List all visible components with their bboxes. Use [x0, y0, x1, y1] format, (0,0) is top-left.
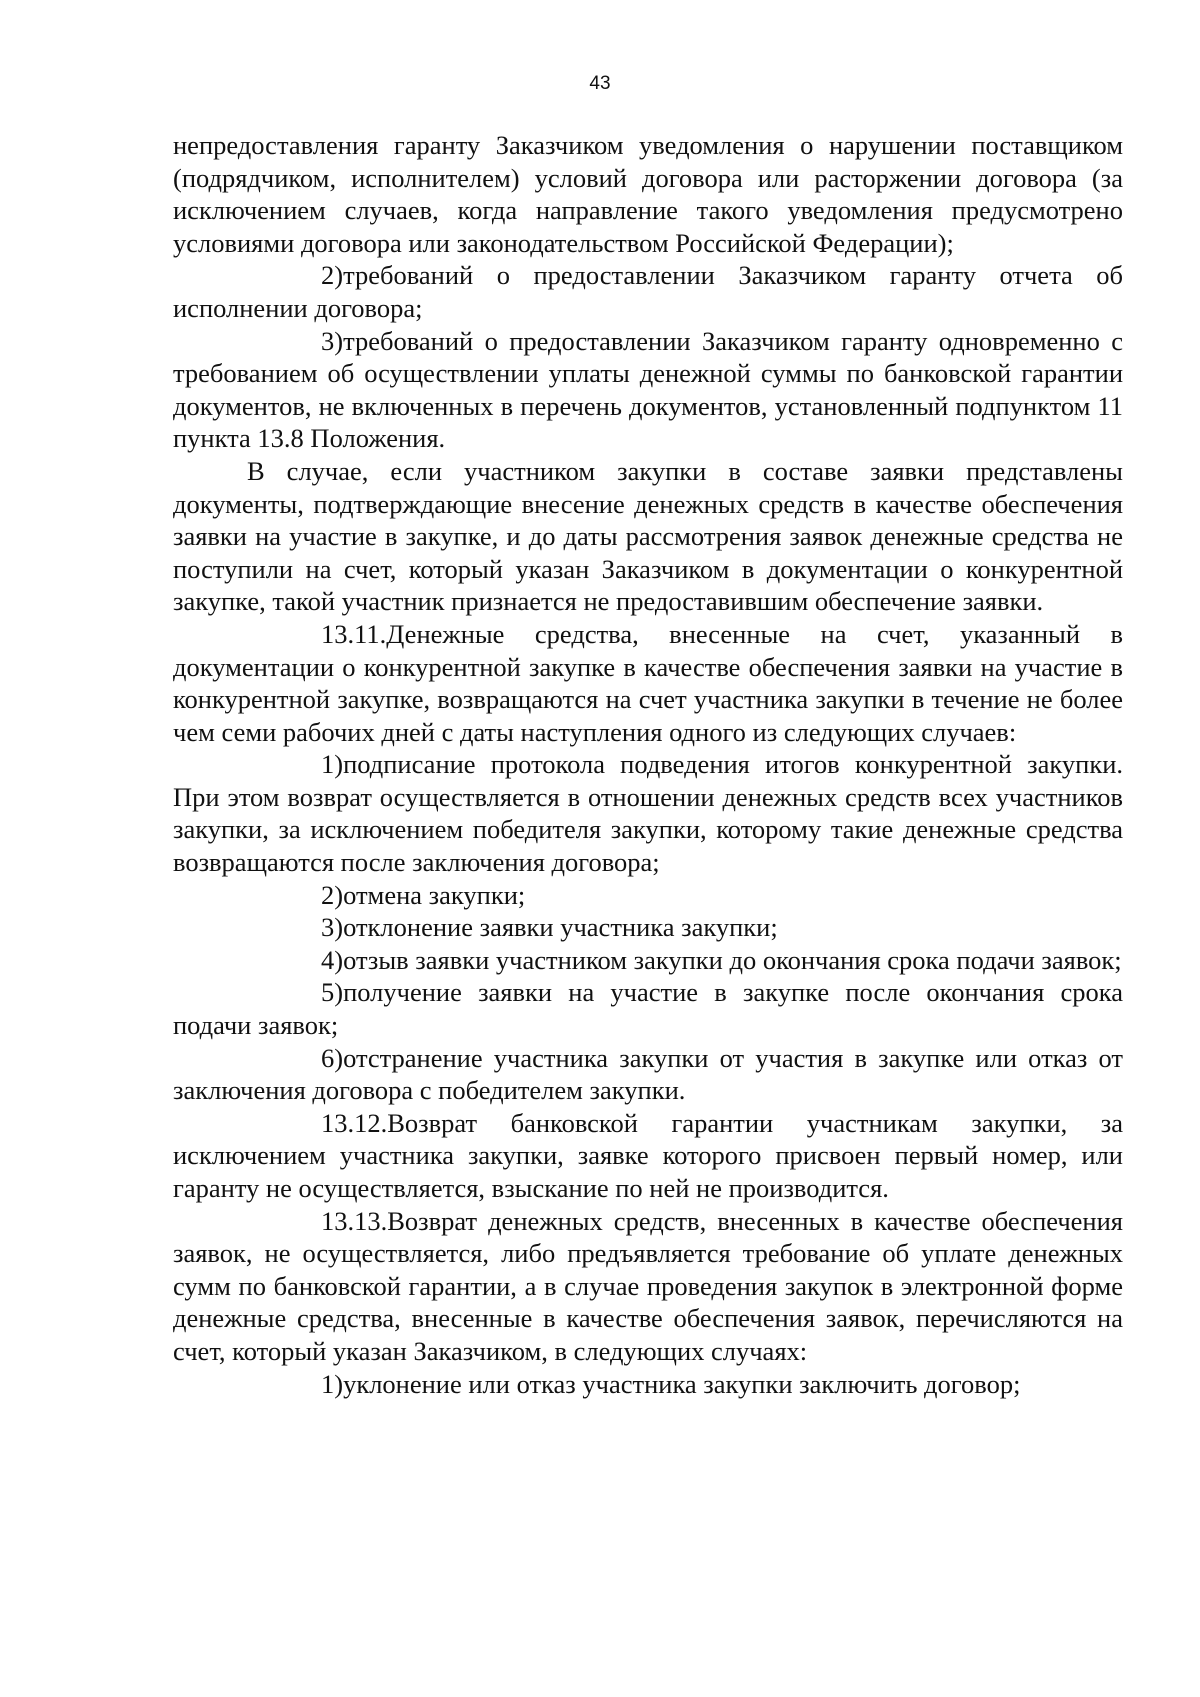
paragraph-text: Возврат денежных средств, внесенных в качестве обеспечения заявок, не осуществляется, либо предъявляется требование об уплате денежных сумм по банковской гарантии, а в случае проведения закупок в электронной форме денежные средства, внесенные в качестве обеспечения заявок, перечисляются на счет, который указан Заказчиком, в следующих случаях: [173, 1205, 1123, 1366]
paragraph-text: отзыв заявки участником закупки до окончания срока подачи заявок; [343, 944, 1122, 975]
item-number: 2) [321, 260, 344, 291]
paragraph-text: подписание протокола подведения итогов конкурентной закупки. При этом возврат осуществляется в отношении денежных средств всех участников закупки, за исключением победителя закупки, которому такие денежные средства возвращаются после заключения договора; [173, 749, 1123, 878]
clause-number: 13.13. [321, 1205, 388, 1236]
list-item [173, 1368, 1123, 1401]
paragraph-text: Денежные средства, внесенные на счет, указанный в документации о конкурентной закупке в качестве обеспечения заявки на участие в конкурентной закупке, возвращаются на счет участника закупки в течение не более чем семи рабочих дней с даты наступления одного из следующих случаев: [173, 618, 1123, 747]
clause [173, 1107, 1123, 1205]
paragraph-text: отмена закупки; [343, 879, 526, 910]
page-number: 43 [589, 73, 611, 94]
paragraph-text: требований о предоставлении Заказчиком гаранту отчета об исполнении договора; [173, 260, 1123, 323]
document-body [173, 129, 1123, 1400]
paragraph-text: отклонение заявки участника закупки; [343, 912, 778, 943]
list-item [173, 911, 1123, 944]
list-item [173, 748, 1123, 878]
paragraph-text: В случае, если участником закупки в составе заявки представлены документы, подтверждающие внесение денежных средств в качестве обеспечения заявки на участие в закупке, и до даты рассмотрения заявок денежные средства не поступили на счет, который указан Заказчиком в документации о конкурентной закупке, такой участник признается не предоставившим обеспечение заявки. [173, 455, 1123, 617]
item-number: 2) [321, 879, 344, 910]
list-item [173, 325, 1123, 455]
paragraph-text: требований о предоставлении Заказчиком гаранту одновременно с требованием об осуществлении уплаты денежной суммы по банковской гарантии документов, не включенных в перечень документов, установленный подпунктом 11 пункта 13.8 Положения. [173, 325, 1123, 454]
item-number: 3) [321, 912, 344, 943]
paragraph-text: непредоставления гаранту Заказчиком уведомления о нарушении поставщиком (подрядчиком, исполнителем) условий договора или расторжении договора (за исключением случаев, когда направление такого уведомления предусмотрено условиями договора или законодательством Российской Федерации); [173, 130, 1123, 258]
list-item [173, 259, 1123, 324]
clause-number: 13.11. [321, 618, 387, 649]
item-number: 5) [321, 977, 344, 1008]
item-number: 4) [321, 944, 344, 975]
item-number: 1) [321, 1368, 344, 1399]
paragraph-continuation [173, 129, 1123, 259]
list-item [173, 976, 1123, 1041]
clause [173, 1205, 1123, 1368]
list-item [173, 879, 1123, 912]
clause-number: 13.12. [321, 1107, 388, 1138]
paragraph-text: Возврат банковской гарантии участникам закупки, за исключением участника закупки, заявке которого присвоен первый номер, или гаранту не осуществляется, взыскание по ней не производится. [173, 1107, 1123, 1203]
list-item [173, 944, 1123, 977]
list-item [173, 1042, 1123, 1107]
item-number: 3) [321, 325, 344, 356]
clause [173, 618, 1123, 748]
item-number: 6) [321, 1042, 344, 1073]
paragraph-text: отстранение участника закупки от участия в закупке или отказ от заключения договора с победителем закупки. [173, 1042, 1123, 1106]
paragraph-text: получение заявки на участие в закупке после окончания срока подачи заявок; [173, 977, 1123, 1041]
item-number: 1) [321, 749, 344, 780]
paragraph [173, 455, 1123, 618]
paragraph-text: уклонение или отказ участника закупки заключить договор; [343, 1368, 1021, 1399]
